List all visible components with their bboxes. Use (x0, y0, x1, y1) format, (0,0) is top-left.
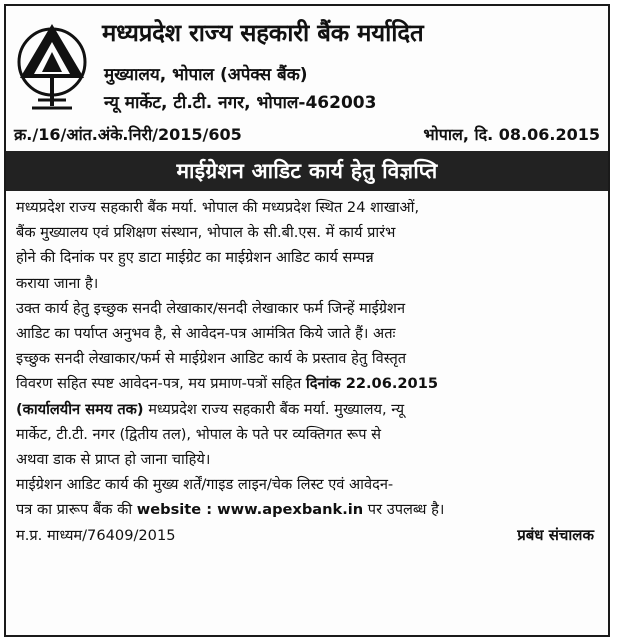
address-line-2: न्यू मार्केट, टी.टी. नगर, भोपाल-462003 (104, 93, 377, 113)
bank-name: मध्यप्रदेश राज्य सहकारी बैंक मर्यादित (102, 19, 424, 47)
paragraph-1-line: बैंक मुख्यालय एवं प्रशिक्षण संस्थान, भोपाल के सी.बी.एस. में कार्य प्रारंभ (16, 224, 396, 242)
paragraph-2-line (16, 397, 598, 422)
notice-title: माईग्रेशन आडिट कार्य हेतु विज्ञप्ति (176, 159, 438, 183)
paragraph-3-line (16, 497, 598, 522)
signatory: प्रबंध संचालक (517, 525, 594, 544)
publication-reference: म.प्र. माध्यम/76409/2015 (16, 526, 176, 544)
line-text: विवरण सहित स्पष्ट आवेदन-पत्र, मय प्रमाण-पत्रों सहित (16, 375, 306, 393)
reference-date: भोपाल, दि. 08.06.2015 (423, 125, 600, 144)
notice-footer (6, 523, 608, 553)
line-text: पर उपलब्ध है। (363, 501, 445, 519)
letterhead (6, 6, 608, 119)
paragraph-1-line: होने की दिनांक पर हुए डाटा माईग्रेट का माईग्रेशन आडिट कार्य सम्पन्न (16, 249, 374, 267)
paragraph-2-line: अथवा डाक से प्राप्त हो जाना चाहिये। (16, 451, 211, 469)
deadline-date: दिनांक 22.06.2015 (306, 375, 439, 393)
notice-title-bar (6, 151, 608, 191)
paragraph-1-line: कराया जाना है। (16, 274, 99, 292)
line-text: मध्यप्रदेश राज्य सहकारी बैंक मर्या. मुख्यालय, न्यू (143, 400, 405, 418)
paragraph-2-line: इच्छुक सनदी लेखाकार/फर्म से माईग्रेशन आडिट कार्य के प्रस्ताव हेतु विस्तृत (16, 350, 407, 368)
notice (4, 4, 610, 637)
office-hours-note: (कार्यालयीन समय तक) (16, 400, 144, 418)
paragraph-1 (16, 195, 598, 296)
paragraph-2-line: मार्केट, टी.टी. नगर (द्वितीय तल), भोपाल के पते पर व्यक्तिगत रूप से (16, 425, 382, 443)
paragraph-2-line: आडिट का पर्याप्त अनुभव है, से आवेदन-पत्र आमंत्रित किये जाते हैं। अतः (16, 325, 396, 343)
paragraph-2-line: उक्त कार्य हेतु इच्छुक सनदी लेखाकार/सनदी लेखाकार फर्म जिन्हें माईग्रेशन (16, 299, 406, 317)
paragraph-2 (16, 296, 598, 472)
website-link[interactable]: website : www.apexbank.in (136, 501, 364, 519)
address-line-1: मुख्यालय, भोपाल (अपेक्स बैंक) (104, 65, 308, 85)
reference-row (6, 119, 608, 151)
paragraph-3 (16, 472, 598, 522)
notice-body (6, 191, 608, 523)
line-text: पत्र का प्रारूप बैंक की (16, 501, 137, 519)
reference-number: क्र./16/आंत.अंके.निरी/2015/605 (14, 125, 242, 144)
paragraph-3-line: माईग्रेशन आडिट कार्य की मुख्य शर्तें/गाइड लाइन/चेक लिस्ट एवं आवेदन- (16, 476, 394, 494)
paragraph-1-line: मध्यप्रदेश राज्य सहकारी बैंक मर्या. भोपाल की मध्यप्रदेश स्थित 24 शाखाओं, (16, 199, 420, 216)
paragraph-2-line (16, 371, 598, 396)
bank-logo-icon (14, 16, 90, 112)
